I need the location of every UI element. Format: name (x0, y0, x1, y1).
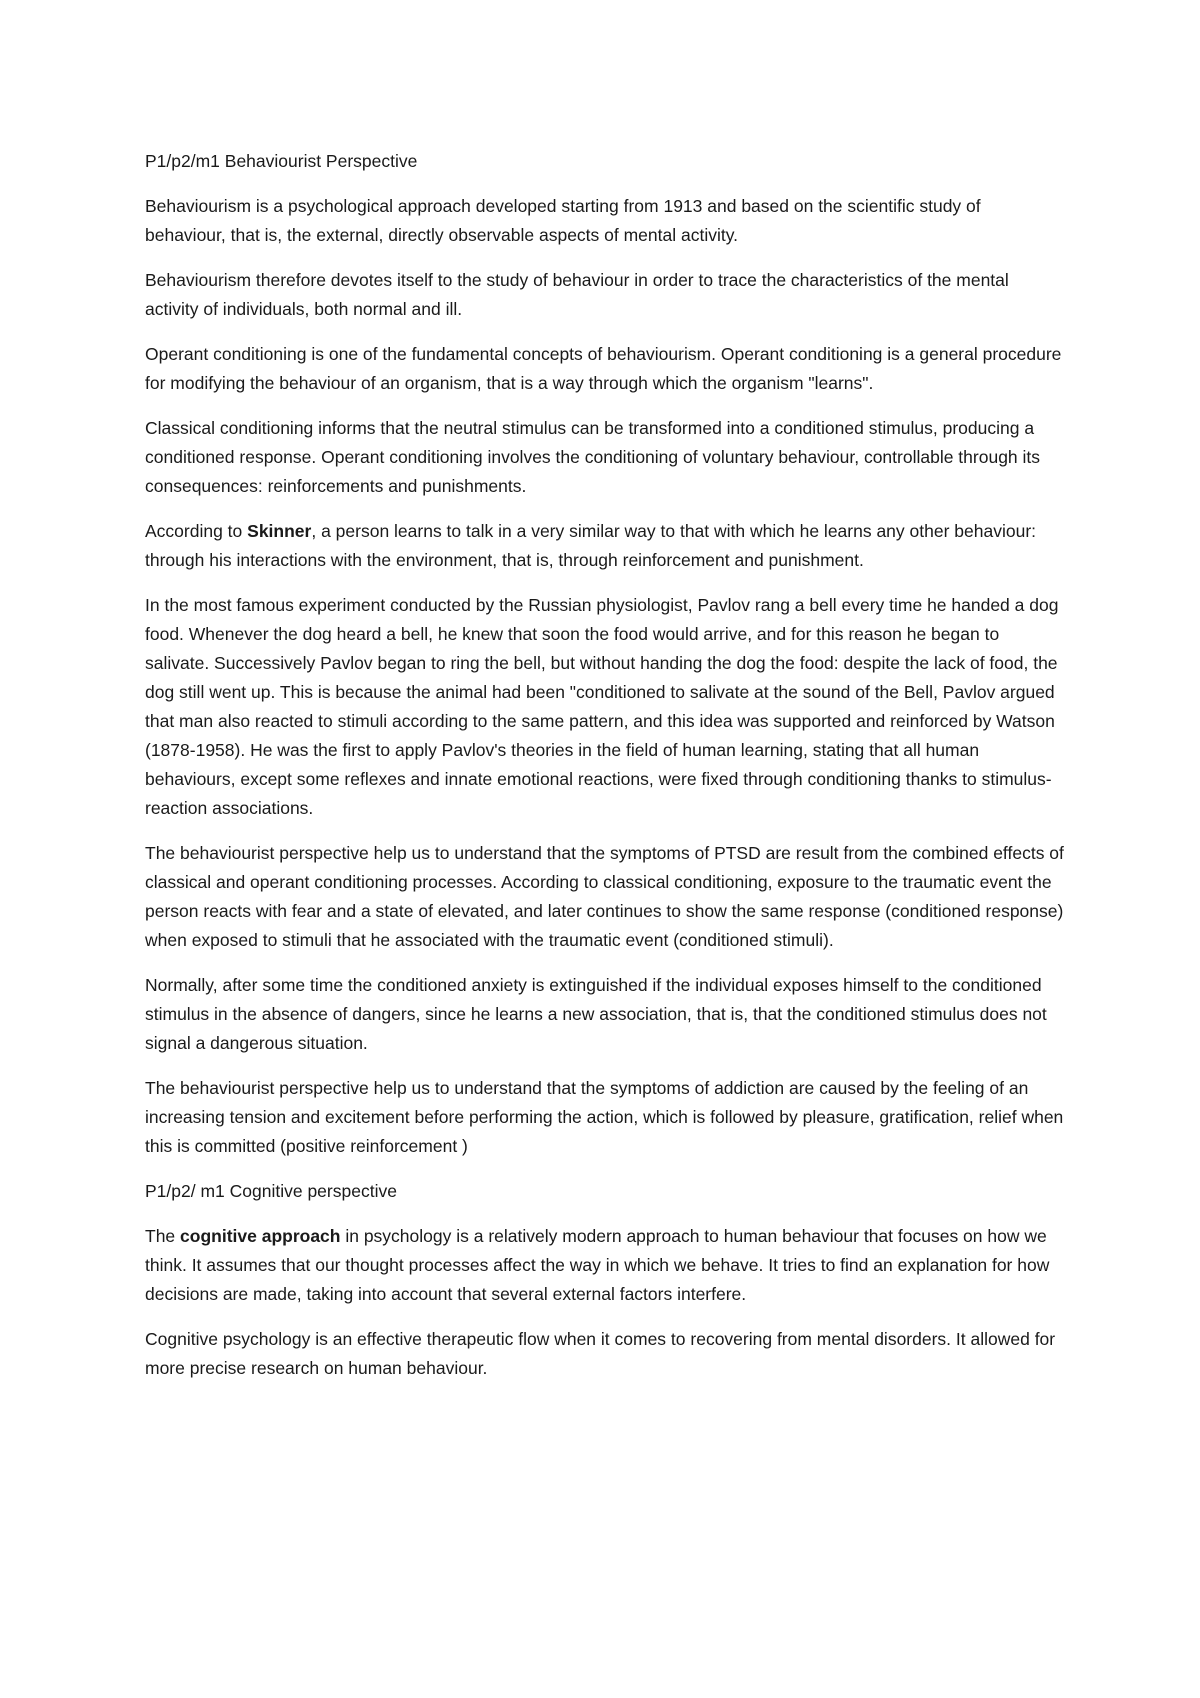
section-heading-behaviourist: P1/p2/m1 Behaviourist Perspective (145, 151, 418, 171)
cognitive-approach-term: cognitive approach (180, 1226, 341, 1246)
paragraph-cognitive-therapy: Cognitive psychology is an effective therapeutic flow when it comes to recovering from mental disorders. It allowed for more precise research on human behaviour. (145, 1329, 1056, 1378)
document-page (145, 147, 1065, 1399)
paragraph-behaviourism-study: Behaviourism therefore devotes itself to the study of behaviour in order to trace the characteristics of the mental activity of individuals, both normal and ill. (145, 270, 1009, 319)
paragraph-addiction: The behaviourist perspective help us to understand that the symptoms of addiction are caused by the feeling of an increasing tension and excitement before performing the action, which is followed by pleasure, gratification, relief when this is committed (positive reinforcement ) (145, 1078, 1064, 1156)
section-heading-cognitive: P1/p2/ m1 Cognitive perspective (145, 1181, 397, 1201)
paragraph-skinner (145, 517, 1065, 575)
paragraph-ptsd: The behaviourist perspective help us to understand that the symptoms of PTSD are result from the combined effects of classical and operant conditioning processes. According to classical conditioning, exposure to the traumatic event the person reacts with fear and a state of elevated, and later continues to show the same response (conditioned response) when exposed to stimuli that he associated with the traumatic event (conditioned stimuli). (145, 843, 1064, 950)
skinner-name: Skinner (247, 521, 312, 541)
paragraph-cognitive-approach (145, 1222, 1065, 1309)
paragraph-behaviourism-definition: Behaviourism is a psychological approach developed starting from 1913 and based on the scientific study of behaviour, that is, the external, directly observable aspects of mental activity. (145, 196, 981, 245)
cognitive-text-after: in psychology is a relatively modern approach to human behaviour that focuses on how we think. It assumes that our thought processes affect the way in which we behave. It tries to find an explanation for how decisions are made, taking into account that several external factors interfere. (145, 1226, 1050, 1304)
paragraph-pavlov-experiment: In the most famous experiment conducted by the Russian physiologist, Pavlov rang a bell every time he handed a dog food. Whenever the dog heard a bell, he knew that soon the food would arrive, and for this reason he began to salivate. Successively Pavlov began to ring the bell, but without handing the dog the food: despite the lack of food, the dog still went up. This is because the animal had been "conditioned to salivate at the sound of the Bell, Pavlov argued that man also reacted to stimuli according to the same pattern, and this idea was supported and reinforced by Watson (1878-1958). He was the first to apply Pavlov's theories in the field of human learning, stating that all human behaviours, except some reflexes and innate emotional reactions, were fixed through conditioning thanks to stimulus-reaction associations. (145, 595, 1059, 818)
paragraph-operant-conditioning: Operant conditioning is one of the fundamental concepts of behaviourism. Operant conditioning is a general procedure for modifying the behaviour of an organism, that is a way through which the organism "learns". (145, 344, 1062, 393)
cognitive-text-before: The (145, 1226, 181, 1246)
skinner-text-before: According to (145, 521, 248, 541)
paragraph-classical-conditioning: Classical conditioning informs that the neutral stimulus can be transformed into a conditioned stimulus, producing a conditioned response. Operant conditioning involves the conditioning of voluntary behaviour, controllable through its consequences: reinforcements and punishments. (145, 418, 1041, 496)
skinner-text-after: , a person learns to talk in a very similar way to that with which he learns any other behaviour: through his interactions with the environment, that is, through reinforcement and punishment. (145, 521, 1037, 570)
paragraph-extinction: Normally, after some time the conditioned anxiety is extinguished if the individual exposes himself to the conditioned stimulus in the absence of dangers, since he learns a new association, that is, that the conditioned stimulus does not signal a dangerous situation. (145, 975, 1047, 1053)
